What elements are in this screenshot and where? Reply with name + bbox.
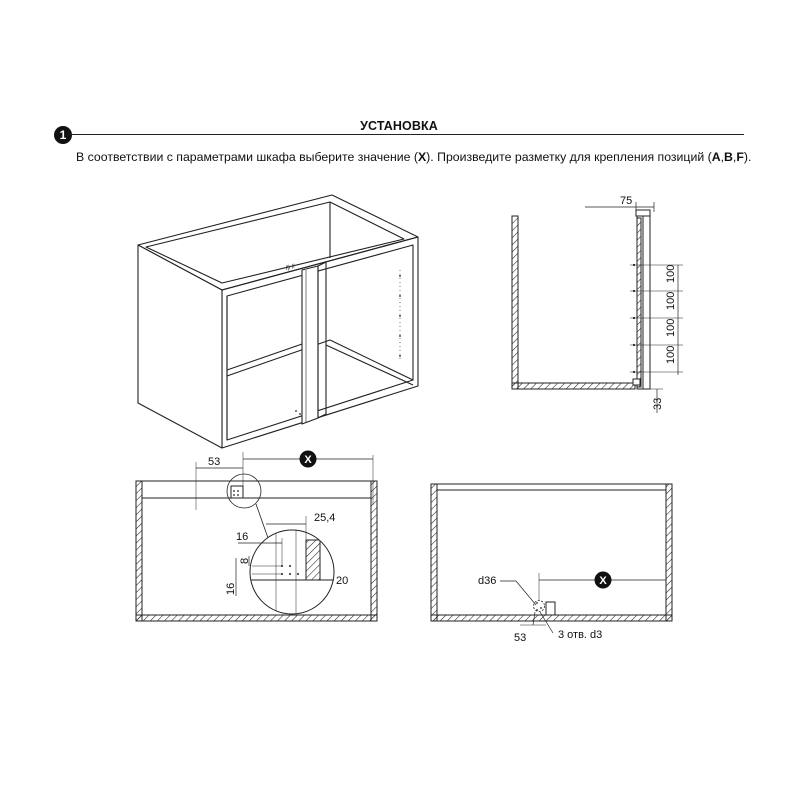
cabinet-isometric [138,195,418,448]
dim-16-horizontal: 16 [236,531,249,543]
dim-75: 75 [620,195,633,207]
x-symbol: X [417,150,427,164]
dim-100-4: 100 [665,345,677,364]
dim-16-vertical: 16 [225,582,237,595]
section-title: УСТАНОВКА [360,119,438,133]
step-number-badge: 1 [54,126,72,144]
cabinet-front-view-left [136,451,377,622]
holes-3-d3-label: 3 отв. d3 [558,629,603,641]
dim-x-left: X [304,454,312,466]
dim-33: 33 [652,397,664,410]
dim-53-right: 53 [514,632,527,644]
dim-25-4: 25,4 [314,512,336,524]
dim-20: 20 [336,575,349,587]
dim-53-left: 53 [208,456,221,468]
dim-8: 8 [239,557,251,564]
dim-100-2: 100 [665,291,677,310]
instruction-text: В соответствии с параметрами шкафа выберите значение (X). Произведите разметку для крепления позиций (A,B,F). [76,150,752,164]
dim-100-3: 100 [665,318,677,337]
cabinet-front-view-right [431,484,672,644]
svg-text:/|l //: /|l // [285,263,296,272]
dim-100-1: 100 [665,264,677,283]
hole-d36-label: d36 [478,575,497,587]
cabinet-side-view [512,195,683,413]
dim-x-right: X [599,575,607,587]
